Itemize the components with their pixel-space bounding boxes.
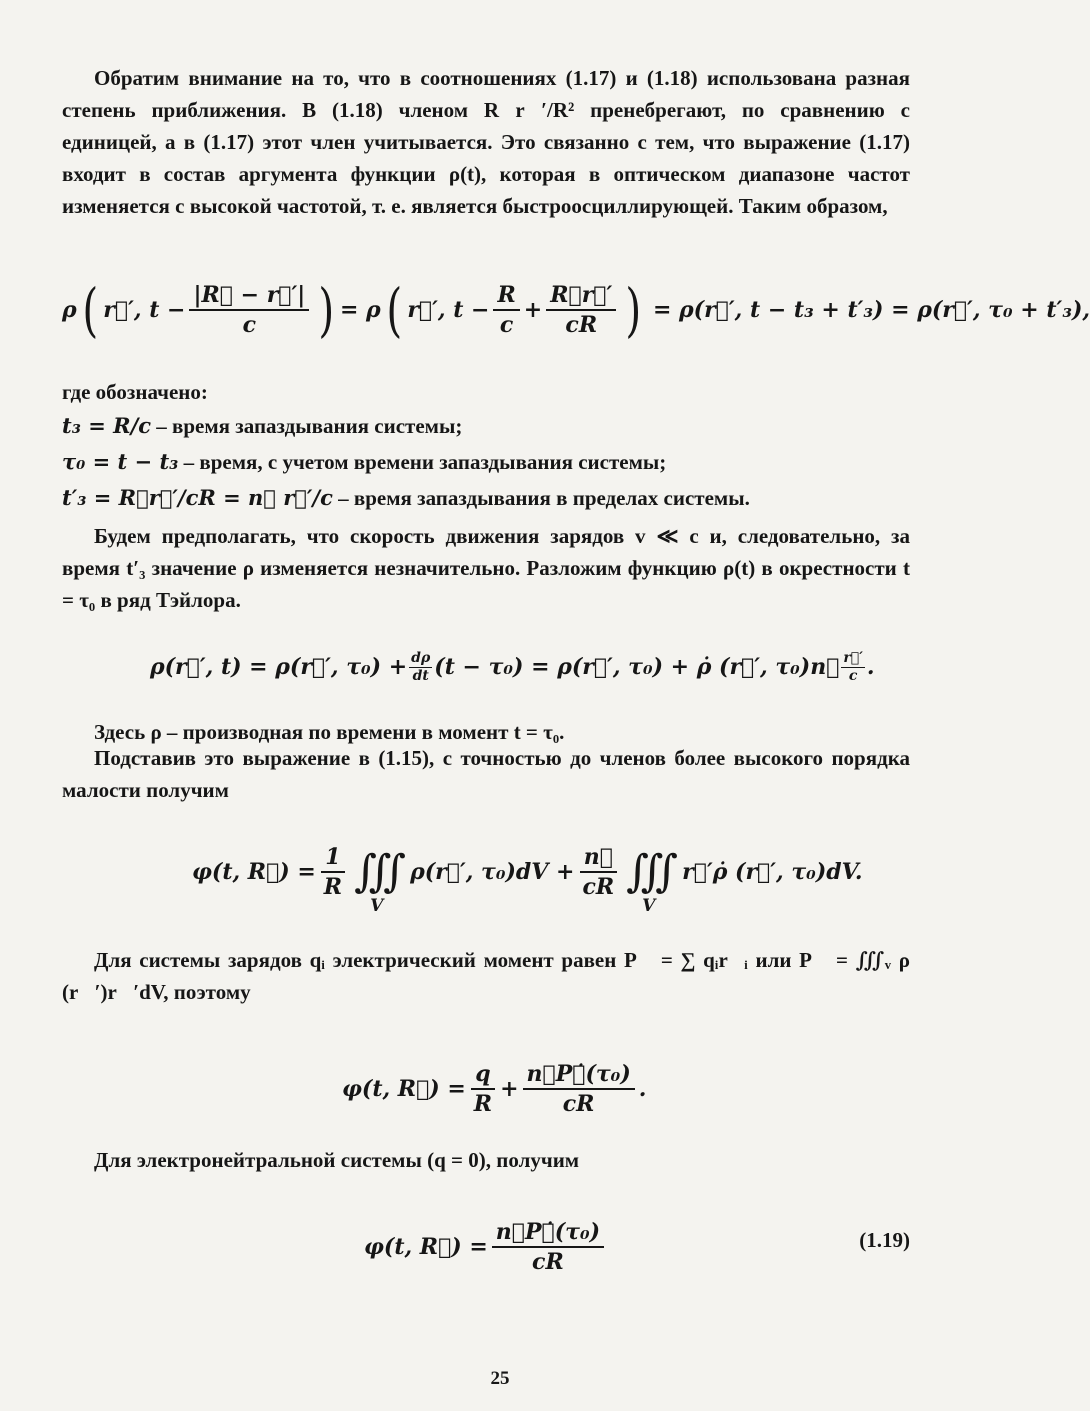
definition-inner-delay [62, 482, 750, 514]
f1-frac-c [546, 282, 616, 339]
definitions-intro: где обозначено: [62, 380, 208, 404]
f4-plus: + [500, 1076, 519, 1102]
paragraph-substitution: Подставив это выражение в (1.15), с точностью до членов более высокого порядка малости получим [62, 746, 910, 802]
f4-frac2-num: n⃗P⃗̇(τ₀) [523, 1061, 635, 1090]
f2-frac [409, 650, 432, 683]
f3-integral-b: ∭ V [626, 846, 679, 916]
def2-lhs: τ₀ = t − t₃ [62, 449, 179, 474]
f1-frac-b-den: c [499, 312, 514, 338]
f3-end: r⃗′ρ̇ (r⃗′, τ₀)dV. [682, 859, 863, 885]
f2-left: ρ(r⃗′, t) = ρ(r⃗′, τ₀) + [150, 654, 408, 680]
f1-frac-c-den: cR [565, 312, 598, 338]
paragraph-intro: Обратим внимание на то, что в соотношениях (1.17) и (1.18) использована разная степень приближения. В (1.18) членом R⃗r⃗′/R² пренебрегают, по сравнению с единицей, а в (1.17) этот член учитывается. Это связанно с тем, что выражение (1.17) входит в состав аргумента функции ρ(t), которая в оптическом диапазоне частот изменяется с высокой частотой, т. е. является быстроосциллирующей. Таким образом, [62, 66, 910, 218]
f4-dot: . [638, 1076, 647, 1102]
f1-arg-a: r⃗′, t − [103, 297, 186, 323]
def3-lhs: t′₃ = R⃗r⃗′/cR = n⃗ r⃗′/c [62, 485, 333, 510]
f4-frac2-den: cR [562, 1091, 595, 1117]
f4-frac2 [523, 1061, 635, 1118]
f3-frac1 [320, 844, 346, 901]
f3-frac1-num: 1 [321, 844, 344, 873]
f2-end-frac [841, 650, 864, 683]
page-number: 25 [490, 1368, 510, 1389]
f2-mid: (t − τ₀) = ρ(r⃗′, τ₀) + ρ̇ (r⃗′, τ₀)n⃗ [434, 654, 840, 680]
f5-frac [492, 1219, 604, 1276]
f2-end-den: c [848, 667, 858, 684]
def2-text: – время, с учетом времени запаздывания системы; [178, 450, 667, 474]
f3-frac2-num: n⃗ [580, 844, 617, 873]
f1-plus: + [523, 297, 543, 323]
def3-text: – время запаздывания в пределах системы. [332, 486, 750, 510]
f5-frac-num: n⃗P⃗̇(τ₀) [492, 1219, 604, 1248]
f1-frac-a-den: c [242, 312, 257, 338]
f1-frac-a-num: |R⃗ − r⃗′| [189, 282, 309, 311]
f2-dot: . [866, 654, 875, 680]
f1-frac-b [493, 282, 519, 339]
f1-paren-close-b: ) [625, 276, 642, 344]
paragraph-derivative-note: Здесь ρ – производная по времени в момент t = τ₀. [94, 720, 565, 744]
paragraph-neutral-system: Для электронейтральной системы (q = 0), получим [94, 1148, 580, 1172]
f2-frac-den: dt [412, 667, 429, 684]
formula-retarded-density [62, 268, 1090, 352]
f5-frac-den: cR [532, 1249, 564, 1275]
f4-frac1-den: R [473, 1091, 493, 1117]
definition-tau-zero [62, 446, 666, 478]
equation-number: (1.19) [859, 1228, 910, 1252]
f3-frac2-den: cR [582, 874, 615, 900]
f1-arg-b: r⃗′, t − [407, 297, 490, 323]
def1-lhs: t₃ = R/c [62, 413, 152, 438]
f1-paren-open-a: ( [82, 276, 98, 344]
f1-eq1: = ρ [339, 297, 381, 323]
f1-rho: ρ [62, 297, 77, 323]
f1-paren-close-a: ) [318, 276, 335, 344]
f1-frac-b-num: R [493, 282, 519, 311]
f2-end-num: r⃗′ [843, 650, 863, 667]
f2-frac-num: dρ [411, 650, 431, 667]
paragraph-taylor: Будем предполагать, что скорость движения зарядов v ≪ c и, следовательно, за время t′₃ значение ρ изменяется незначительно. Разложим функцию ρ(t) в окрестности t = τ₀ в ряд Тэйлора. [62, 524, 910, 612]
f3-left: φ(t, R⃗) = [192, 859, 316, 885]
paragraph-dipole-moment: Для системы зарядов qᵢ электрический момент равен P⃗ = ∑ qᵢr⃗ᵢ или P⃗ = ∭ᵥ ρ (r⃗′)r⃗′dV, поэтому [62, 948, 910, 1004]
f4-frac1-num: q [471, 1061, 494, 1090]
formula-potential-integral [192, 832, 863, 916]
f4-left: φ(t, R⃗) = [342, 1076, 466, 1102]
f1-frac-a [189, 282, 309, 339]
f5-left: φ(t, R⃗) = [364, 1234, 488, 1260]
formula-1-19 [364, 1210, 608, 1284]
f3-frac2 [578, 844, 618, 901]
f1-tail: = ρ(r⃗′, t − t₃ + t′₃) = ρ(r⃗′, τ₀ + t′₃), [652, 297, 1090, 323]
f3-mid: ρ(r⃗′, τ₀)dV + [410, 859, 575, 885]
f3-integral-a: ∭ V [354, 846, 407, 916]
f4-frac1 [470, 1061, 496, 1118]
formula-potential-dipole [342, 1052, 646, 1126]
def1-text: – время запаздывания системы; [151, 414, 463, 438]
f1-frac-c-num: R⃗r⃗′ [546, 282, 616, 311]
f1-paren-open-b: ( [386, 276, 402, 344]
f3-frac1-den: R [323, 874, 343, 900]
formula-taylor-expansion [150, 636, 875, 698]
definition-delay-time [62, 410, 462, 442]
